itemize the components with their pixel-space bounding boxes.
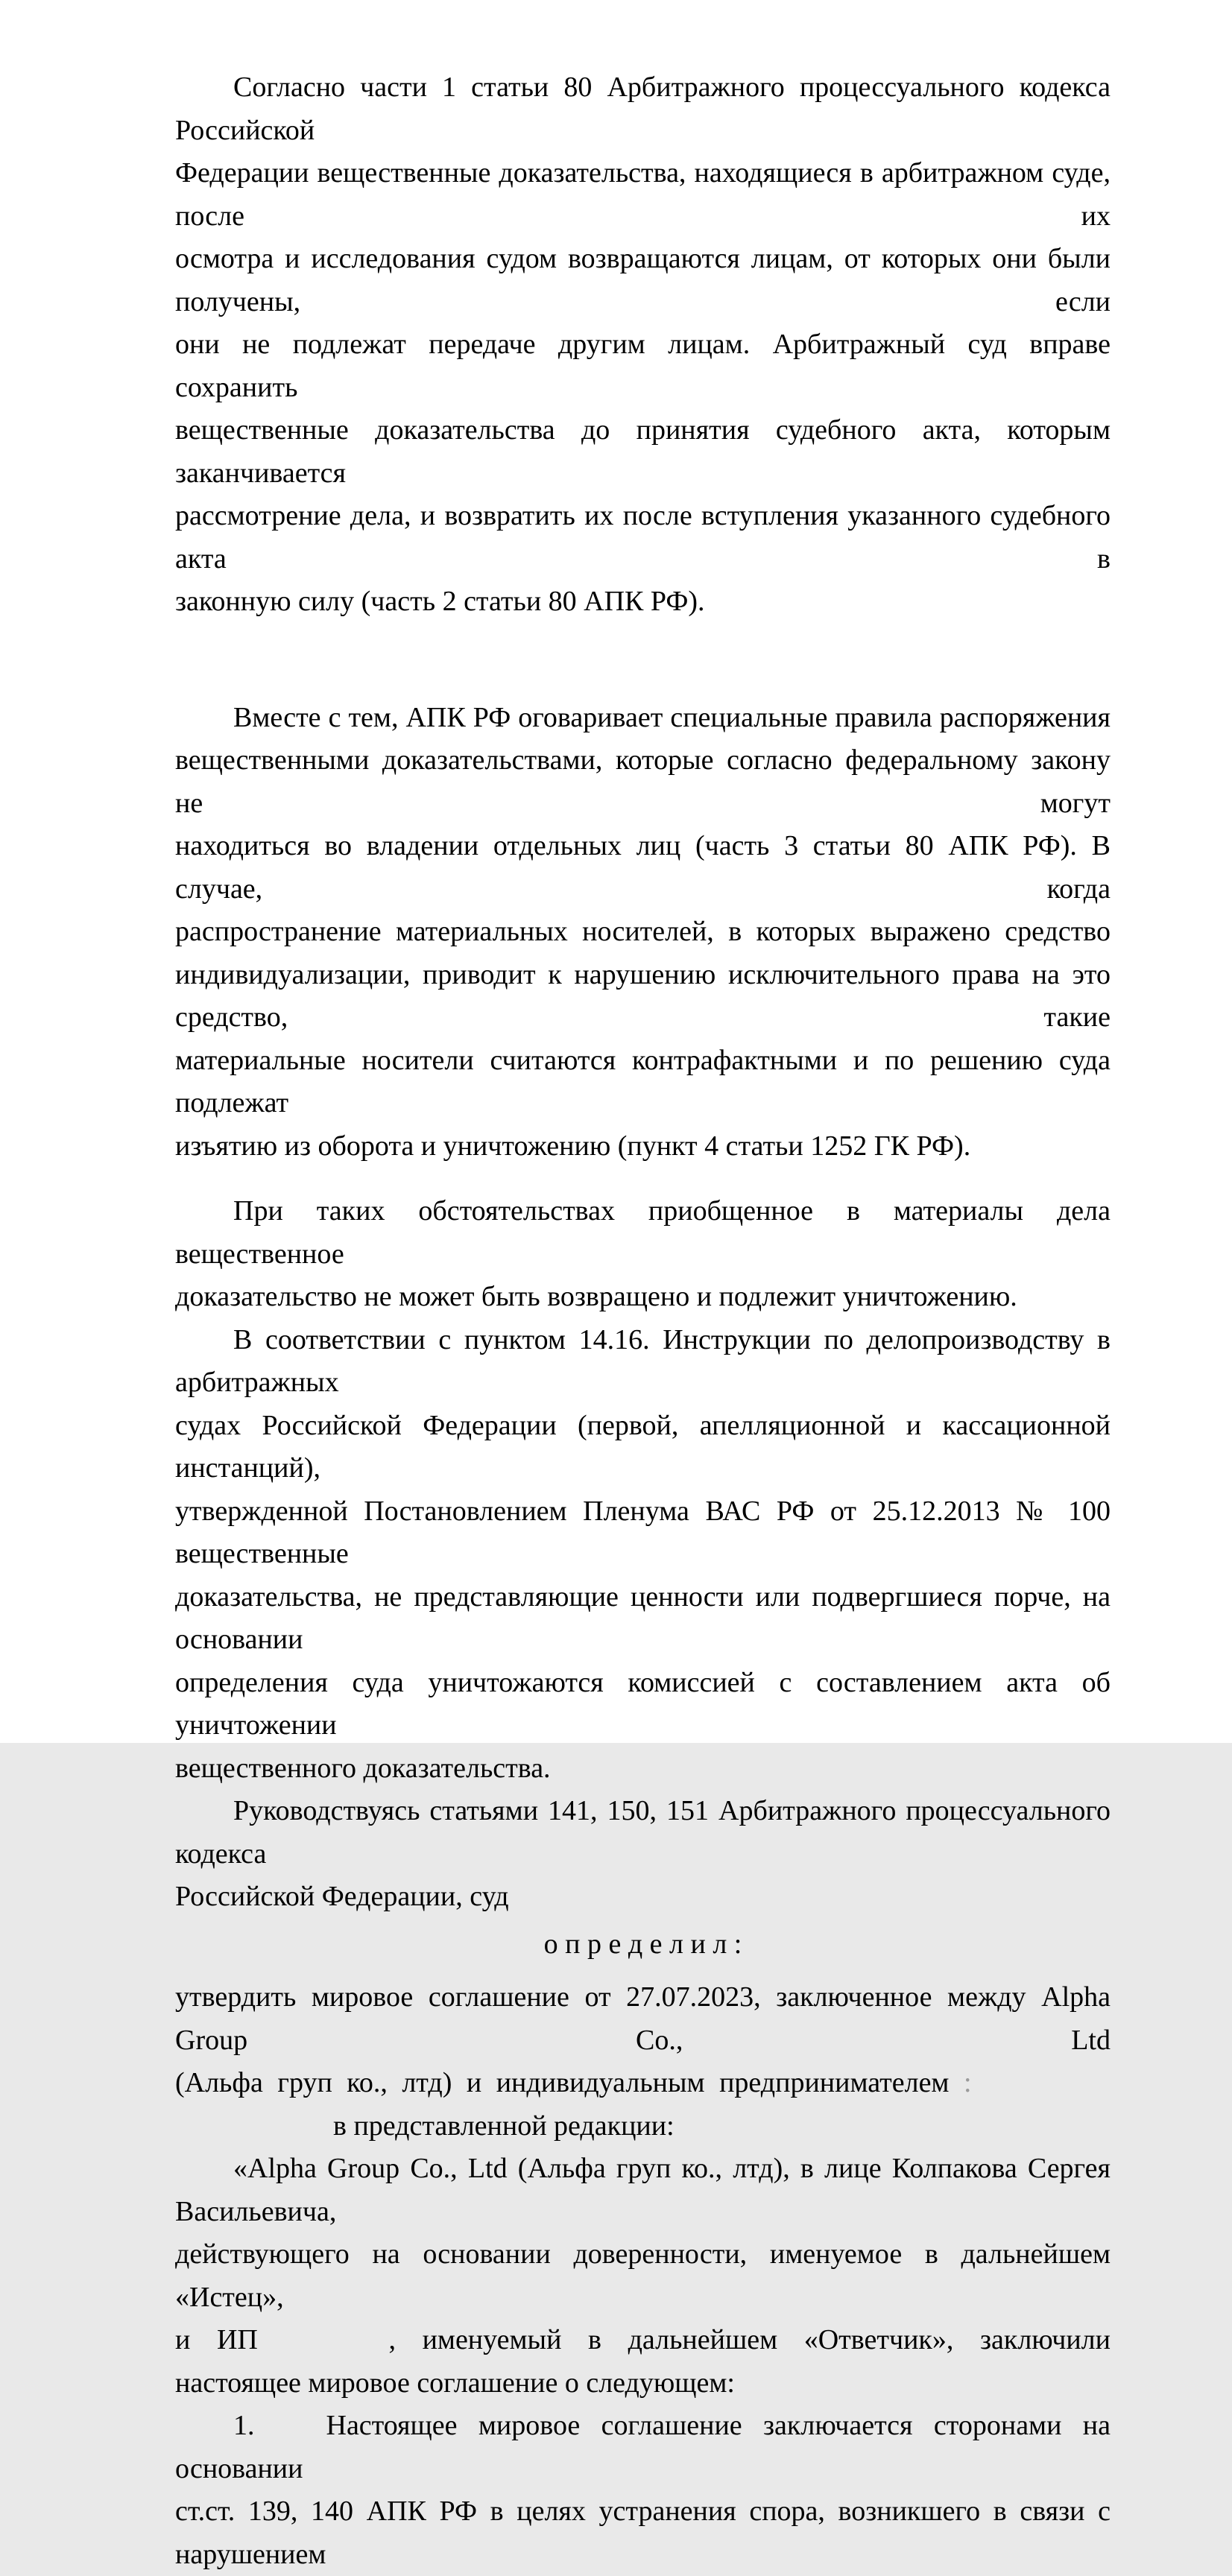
- text-line: доказательство не может быть возвращено и подлежит уничтожению.: [175, 1281, 1017, 1312]
- text-line: Вместе с тем, АПК РФ оговаривает специальные правила распоряжения: [233, 701, 1111, 733]
- text-line: Российской Федерации, суд: [175, 1881, 509, 1912]
- text-line: Согласно части 1 статьи 80 Арбитражного процессуального кодекса Российской: [175, 72, 1111, 146]
- paragraph-special-rules: [175, 697, 1111, 1168]
- text-segment: , именуемый в дальнейшем «Ответчик», заключили: [388, 2324, 1111, 2355]
- text-line: Руководствуясь статьями 141, 150, 151 Арбитражного процессуального кодекса: [175, 1795, 1111, 1870]
- text-line: Федерации вещественные доказательства, находящиеся в арбитражном суде, после их: [175, 157, 1111, 232]
- text-line: настоящее мировое соглашение о следующем:: [175, 2367, 735, 2399]
- text-line: действующего на основании доверенности, именуемое в дальнейшем «Истец»,: [175, 2238, 1111, 2313]
- text-line: судах Российской Федерации (первой, апелляционной и кассационной инстанций),: [175, 1409, 1111, 1484]
- ruling-keyword-block: [175, 1923, 1111, 1966]
- text-line: законную силу (часть 2 статьи 80 АПК РФ).: [175, 586, 705, 617]
- text-line: утвержденной Постановлением Пленума ВАС РФ от 25.12.2013 № 100 вещественные: [175, 1495, 1111, 1569]
- text-line: [175, 2062, 1111, 2105]
- paragraph-apk-article-80: [175, 66, 1111, 624]
- text-line: [175, 2405, 1111, 2490]
- paragraph-destruction-conclusion: [175, 1190, 1111, 1319]
- paragraph-guided-by-articles: [175, 1790, 1111, 1919]
- text-line: При таких обстоятельствах приобщенное в материалы дела вещественное: [175, 1195, 1111, 1270]
- text-line: рассмотрение дела, и возвратить их после вступления указанного судебного акта в: [175, 500, 1111, 575]
- ruling-keyword: о п р е д е л и л :: [543, 1928, 742, 1960]
- list-item-number: 1.: [233, 2410, 255, 2441]
- text-line: определения суда уничтожаются комиссией с составлением акта об уничтожении: [175, 1666, 1111, 1741]
- text-line: они не подлежат передаче другим лицам. Арбитражный суд вправе сохранить: [175, 329, 1111, 403]
- text-segment: и ИП: [175, 2324, 258, 2355]
- text-line: вещественного доказательства.: [175, 1752, 551, 1784]
- text-line: материальные носители считаются контрафактными и по решению суда подлежат: [175, 1044, 1111, 1118]
- text-line: осмотра и исследования судом возвращаются лицам, от которых они были получены, если: [175, 243, 1111, 317]
- text-line: распространение материальных носителей, в которых выражено средство: [175, 916, 1111, 947]
- paragraph-settlement-clause-1: [175, 2405, 1111, 2576]
- text-line: В соответствии с пунктом 14.16. Инструкции по делопроизводству в арбитражных: [175, 1323, 1111, 1398]
- text-line: «Alpha Group Co., Ltd (Альфа груп ко., лтд), в лице Колпакова Сергея Васильевича,: [175, 2153, 1111, 2227]
- paragraph-settlement-parties: [175, 2148, 1111, 2405]
- text-line: вещественные доказательства до принятия судебного акта, которым заканчивается: [175, 414, 1111, 489]
- text-line: [175, 2319, 1111, 2362]
- text-line: утвердить мировое соглашение от 27.07.2023, заключенное между Alpha Group Co., Ltd: [175, 1981, 1111, 2056]
- paragraph-instruction-14-16: [175, 1319, 1111, 1791]
- text-line: ст.ст. 139, 140 АПК РФ в целях устранения спора, возникшего в связи с нарушением: [175, 2496, 1111, 2570]
- text-line: в представленной редакции:: [333, 2110, 675, 2142]
- text-line: индивидуализации, приводит к нарушению исключительного права на это средство, такие: [175, 958, 1111, 1033]
- text-line: вещественными доказательствами, которые согласно федеральному закону не могут: [175, 744, 1111, 819]
- paragraph-approve-settlement: [175, 1976, 1111, 2148]
- text-line: находиться во владении отдельных лиц (часть 3 статьи 80 АПК РФ). В случае, когда: [175, 830, 1111, 905]
- text-segment: Настоящее мировое соглашение заключается сторонами на основании: [175, 2410, 1111, 2484]
- text-line: доказательства, не представляющие ценности или подвергшиеся порче, на основании: [175, 1580, 1111, 1655]
- text-segment: (Альфа груп ко., лтд) и индивидуальным предпринимателем: [175, 2067, 950, 2098]
- text-line: изъятию из оборота и уничтожению (пункт 4 статьи 1252 ГК РФ).: [175, 1130, 971, 1162]
- redaction-mark: :: [963, 2067, 972, 2098]
